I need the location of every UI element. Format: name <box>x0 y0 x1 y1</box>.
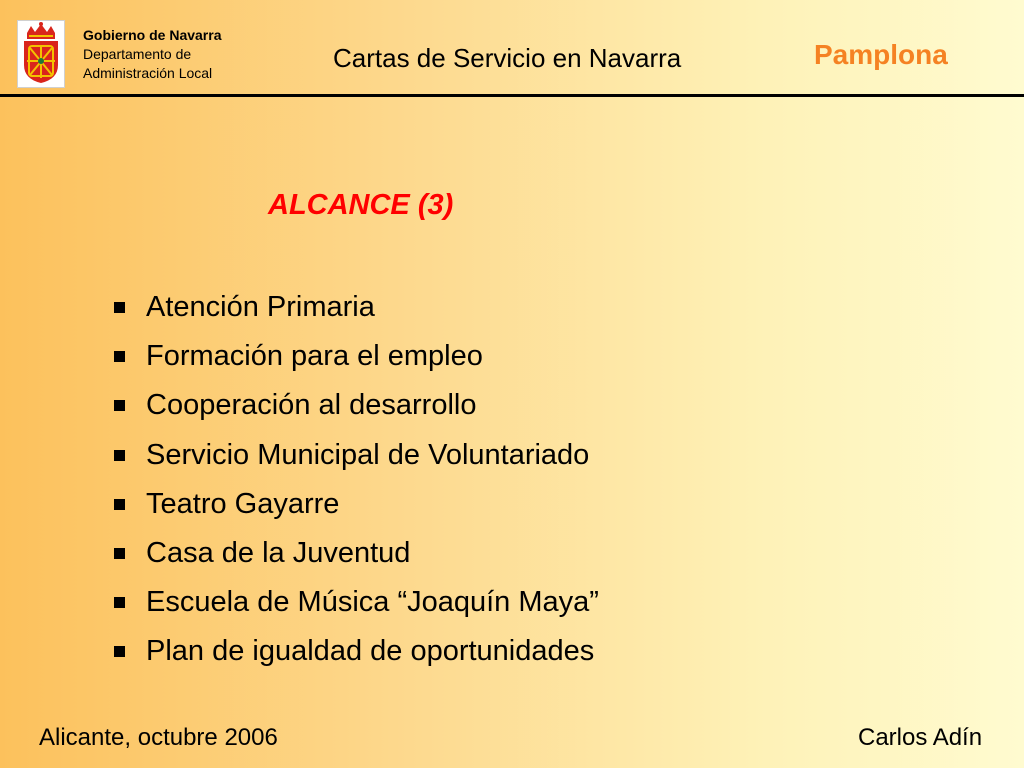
square-bullet-icon <box>114 450 125 461</box>
department-line-1: Departamento de <box>83 46 192 62</box>
square-bullet-icon <box>114 646 125 657</box>
footer-author: Carlos Adín <box>858 724 983 751</box>
list-item <box>114 578 599 627</box>
square-bullet-icon <box>114 597 125 608</box>
list-item <box>114 332 599 381</box>
list-item <box>114 529 599 578</box>
organization-name: Gobierno de Navarra <box>83 27 222 43</box>
list-item-text: Atención Primaria <box>146 291 375 324</box>
section-title: ALCANCE (3) <box>268 189 454 221</box>
square-bullet-icon <box>114 400 125 411</box>
list-item-text: Cooperación al desarrollo <box>146 389 477 422</box>
header-divider <box>0 94 1024 97</box>
list-item-text: Escuela de Música “Joaquín Maya” <box>146 586 599 619</box>
footer-location-date: Alicante, octubre 2006 <box>39 724 278 751</box>
square-bullet-icon <box>114 499 125 510</box>
list-item-text: Plan de igualdad de oportunidades <box>146 635 595 668</box>
department-line-2: Administración Local <box>83 65 213 81</box>
list-item <box>114 381 599 430</box>
coat-of-arms-graphic <box>18 21 64 87</box>
list-item <box>114 480 599 529</box>
navarra-coat-of-arms-icon <box>17 20 65 88</box>
square-bullet-icon <box>114 302 125 313</box>
scope-list <box>114 283 599 677</box>
square-bullet-icon <box>114 351 125 362</box>
list-item-text: Servicio Municipal de Voluntariado <box>146 438 590 471</box>
list-item <box>114 283 599 332</box>
list-item-text: Casa de la Juventud <box>146 537 411 570</box>
organization-block <box>83 26 222 83</box>
list-item-text: Teatro Gayarre <box>146 487 340 520</box>
square-bullet-icon <box>114 548 125 559</box>
list-item <box>114 627 599 676</box>
list-item <box>114 431 599 480</box>
header-title: Cartas de Servicio en Navarra <box>333 43 682 73</box>
header-city: Pamplona <box>814 39 948 70</box>
list-item-text: Formación para el empleo <box>146 340 483 373</box>
